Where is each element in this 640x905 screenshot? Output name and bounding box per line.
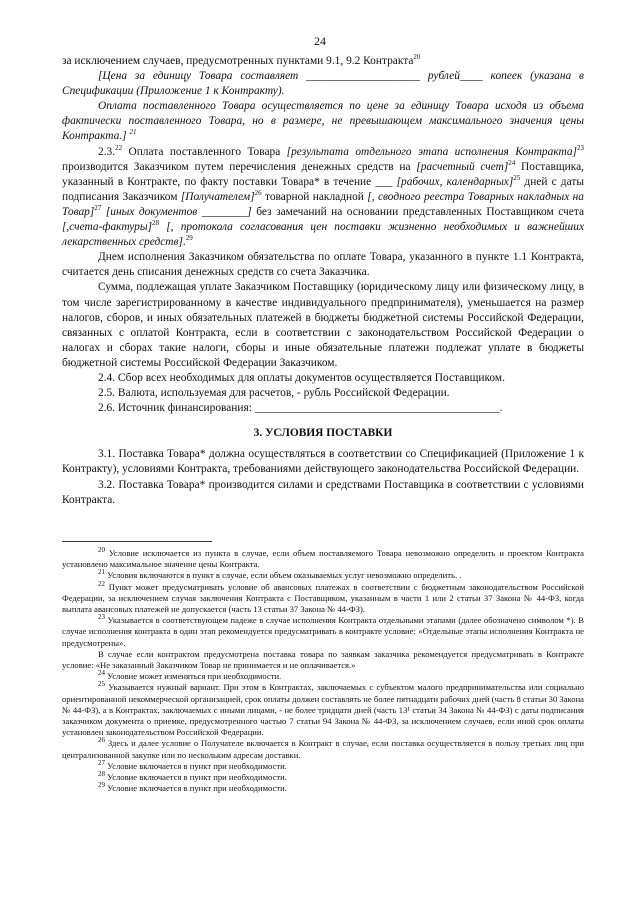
paragraph-taxes: Сумма, подлежащая уплате Заказчиком Поставщику (юридическому лицу или физическому лицу, в том числе зарегистрированному в качестве индивидуального предпринимателя), уменьшается на размер налогов, сборов, и иных обязательных платежей в бюджеты бюджетной системы Российской Федерации, связанных с оплатой Контракта, если в соответствии с законодательством Российской Федерации о налогах и сборах такие налоги, сборы и иные обязательные платежи подлежат уплате в бюджеты бюджетной системы Российской Федерации Заказчиком. xyxy=(62,281,584,369)
footnote: $^{21}$ Условия включаются в пункт в случае, если объем оказываемых услуг невозможно определить. . xyxy=(98,568,462,581)
paragraph-unit-price: [Цена за единицу Товара составляет ____________________ рублей____ копеек (указана в Спецификации (Приложение 1 к Контракту). xyxy=(62,70,584,98)
paragraph-2-4: 2.4. Сбор всех необходимых для оплаты документов осуществляется Поставщиком. xyxy=(98,371,505,384)
paragraph-payment-day: Днем исполнения Заказчиком обязательства по оплате Товара, указанного в пункте 1.1 Контракта, считается день списания денежных средств со счета Заказчика. xyxy=(62,251,584,279)
footnote: $^{28}$ Условие включается в пункт при необходимости. xyxy=(98,770,287,783)
footnote-separator xyxy=(62,541,212,542)
footnote: $^{20}$ Условие исключается из пункта в случае, если объем поставляемого Товара невозможно определить и проектом Контракта установлено максимальное значение цены Контракта. xyxy=(62,546,584,570)
paragraph-2-6: 2.6. Источник финансирования: ___________________________________________. xyxy=(98,402,503,415)
footnote: $^{23}$ Указывается в соответствующем падеже в случае исполнения Контракта отдельными этапами (далее обозначено символом *). В случае исполнения контракта в один этап рекомендуется предусматривать в контракте условие: «Отдельные этапы исполнения Контракта не предусмотрены». xyxy=(62,613,584,648)
footnotes xyxy=(62,548,584,794)
footnote: $^{29}$ Условие включается в пункт при необходимости. xyxy=(98,781,287,794)
paragraph-2-3: 2.3.22 Оплата поставленного Товара [результата отдельного этапа исполнения Контракта]$^{23}$ производится Заказчиком путем перечисления денежных средств на [расчетный счет]$^{24}$ Поставщика, указанный в Контракте, по факту поставки Товара* в течение ___ [рабочих, календарных]$^{25}$ дней с даты подписания Заказчиком [Получателем]$^{26}$ товарной накладной [, сводного реестра Товарных накладных на Товар]$^{27}$ [иных документов ________] без замечаний на основании представленных Поставщиком счета [,счета-фактуры]$^{28}$ [, протокола согласования цен поставки жизненно необходимых и важнейших лекарственных средств].$^{29}$ xyxy=(62,143,585,249)
footnote: $^{22}$ Пункт может предусматривать условие об авансовых платежах в соответствии с бюджетным законодательством Российской Федерации, за исключением случая заключения Контракта с Поставщиком, указанным в части 1 или 2 статьи 37 Закона № 44-ФЗ, когда выплата авансовых платежей не допускается (часть 13 статьи 37 Закона № 44-ФЗ). xyxy=(62,579,584,615)
footnote: $^{26}$ Здесь и далее условие о Получателе включается в Контракт в случае, если поставка осуществляется в пользу третьих лиц при централизованной закупке или по нескольким адресам доставки. xyxy=(62,736,584,760)
paragraph-price-note: Оплата поставленного Товара осуществляется по цене за единицу Товара исходя из объема фактически поставленного Товара, но в размере, не превышающем максимального значения цены Контракта.] $^{21}$ xyxy=(62,100,584,143)
footnote: $^{24}$ Условие может изменяться при необходимости. xyxy=(98,669,282,682)
section-heading: 3. УСЛОВИЯ ПОСТАВКИ xyxy=(253,427,393,440)
footnote: В случае если контрактом предусмотрена поставка товара по заявкам заказчика рекомендуется предусматривать в Контракте условие: «Не заказанный Заказчиком Товар не принимается и не оплачивается.» xyxy=(62,648,584,671)
footnote: $^{27}$ Условие включается в пункт при необходимости. xyxy=(98,759,287,771)
page-number: 24 xyxy=(314,34,326,48)
paragraph-3-1: 3.1. Поставка Товара* должна осуществляться в соответствии со Спецификацией (Приложение 1 к Контракту), условиями Контракта, требованиями действующего законодательства Российской Федерации. xyxy=(62,448,584,476)
document-body xyxy=(62,54,584,508)
paragraph-continuation: за исключением случаев, предусмотренных пунктами 9.1, 9.2 Контракта$^{20}$ xyxy=(62,53,421,67)
footnote: $^{25}$ Указывается нужный вариант. При этом в Контрактах, заключаемых с субъектом малого предпринимательства или социально ориентированной некоммерческой организацией, срок оплаты должен составлять не более пятнадцати рабочих дней (часть 8 статьи 30 Закона № 44-ФЗ), а в Контрактах, заключаемых с иными лицами, - не более тридцати дней (часть 13¹ статьи 34 Закона № 44-ФЗ) с даты подписания заказчиком документа о приемке, предусмотренного частью 7 статьи 94 Закона № 44-ФЗ, за исключением случаев, если иной срок оплаты установлен законодательством Российской Федерации. xyxy=(62,680,584,738)
paragraph-2-5: 2.5. Валюта, используемая для расчетов, - рубль Российской Федерации. xyxy=(98,387,450,400)
paragraph-3-2: 3.2. Поставка Товара* производится силами и средствами Поставщика в соответствии с условиями Контракта. xyxy=(62,478,584,506)
